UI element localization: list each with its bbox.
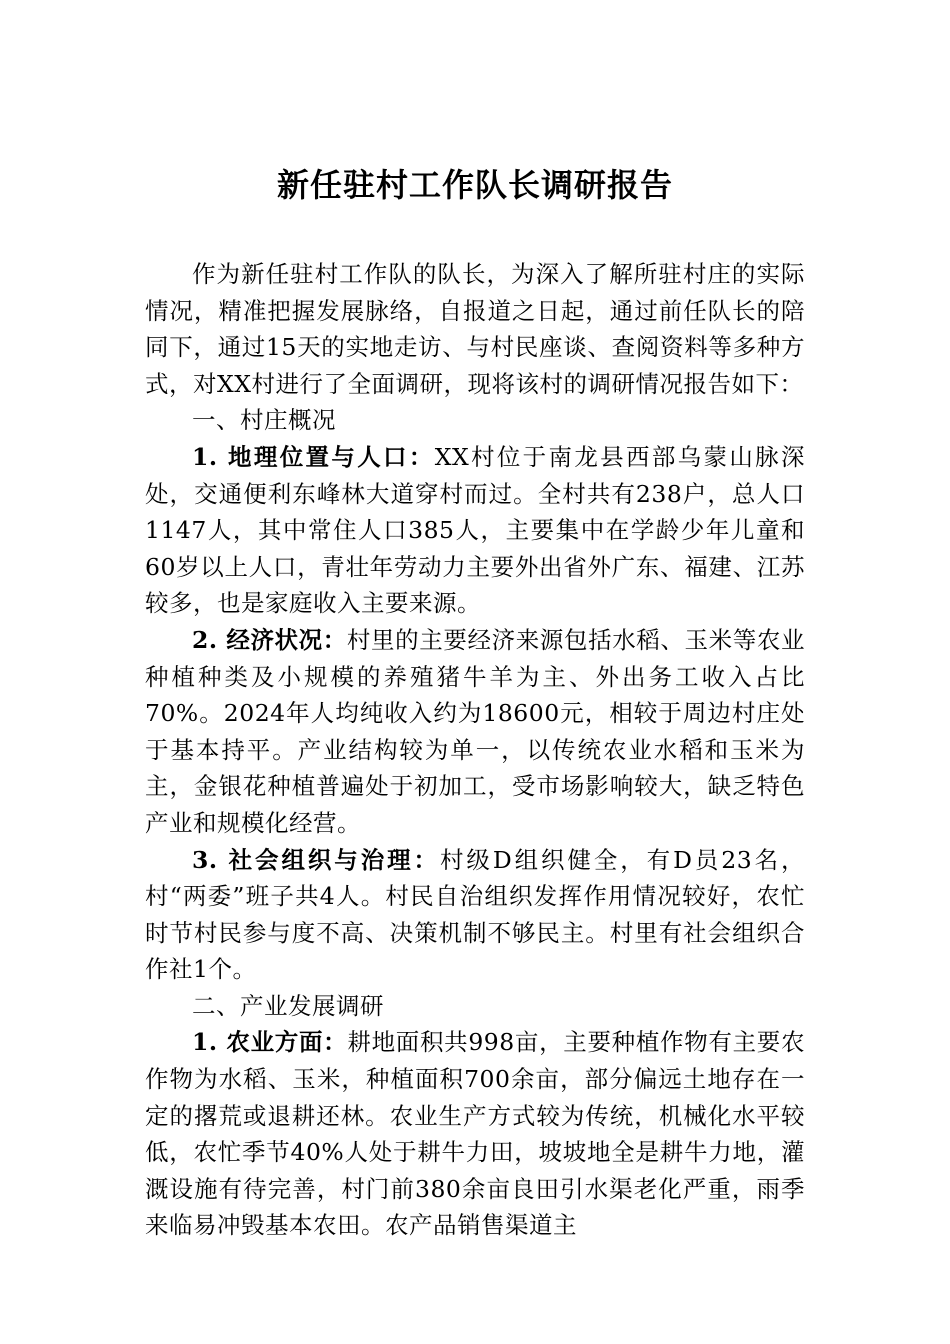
paragraph-lead: 1. 地理位置与人口： — [192, 442, 435, 471]
paragraph-economy — [145, 622, 805, 842]
paragraph-social-governance — [145, 842, 805, 988]
paragraph-text: 村级D组织健全，有D员23名，村“两委”班子共4人。村民自治组织发挥作用情况较好，农忙时节村民参与度不高、决策机制不够民主。村里有社会组织合作社1个。 — [145, 845, 805, 984]
paragraph-text: 耕地面积共998亩，主要种植作物有主要农作物为水稻、玉米，种植面积700余亩，部分偏远土地存在一定的撂荒或退耕还林。农业生产方式较为传统，机械化水平较低，农忙季节40%人处于耕牛力田，坡坡地全是耕牛力地，灌溉设施有待完善，村门前380余亩良田引水渠老化严重，雨季来临易冲毁基本农田。农产品销售渠道主 — [145, 1028, 805, 1240]
paragraph-geography-population — [145, 439, 805, 622]
paragraph-text: XX村位于南龙县西部乌蒙山脉深处，交通便利东峰林大道穿村而过。全村共有238户，总人口1147人，其中常住人口385人，主要集中在学龄少年儿童和60岁以上人口，青壮年劳动力主要外出省外广东、福建、江苏较多，也是家庭收入主要来源。 — [145, 442, 805, 618]
paragraph-text: 村里的主要经济来源包括水稻、玉米等农业种植种类及小规模的养殖猪牛羊为主、外出务工收入占比70%。2024年人均纯收入约为18600元，相较于周边村庄处于基本持平。产业结构较为单一，以传统农业水稻和玉米为主，金银花种植普遍处于初加工，受市场影响较大，缺乏特色产业和规模化经营。 — [145, 625, 806, 837]
paragraph-lead: 3. 社会组织与治理： — [192, 845, 440, 874]
document-body — [145, 256, 805, 1244]
intro-paragraph: 作为新任驻村工作队的队长，为深入了解所驻村庄的实际情况，精准把握发展脉络，自报道之日起，通过前任队长的陪同下，通过15天的实地走访、与村民座谈、查阅资料等多种方式，对XX村进行了全面调研，现将该村的调研情况报告如下： — [145, 260, 805, 398]
section-heading-village-overview: 一、村庄概况 — [192, 406, 336, 435]
paragraph-lead: 2. 经济状况： — [192, 625, 347, 654]
paragraph-agriculture — [145, 1024, 805, 1244]
section-heading-industry: 二、产业发展调研 — [192, 991, 384, 1020]
paragraph-lead: 1. 农业方面： — [192, 1028, 348, 1057]
document-title: 新任驻村工作队长调研报告 — [276, 166, 673, 204]
